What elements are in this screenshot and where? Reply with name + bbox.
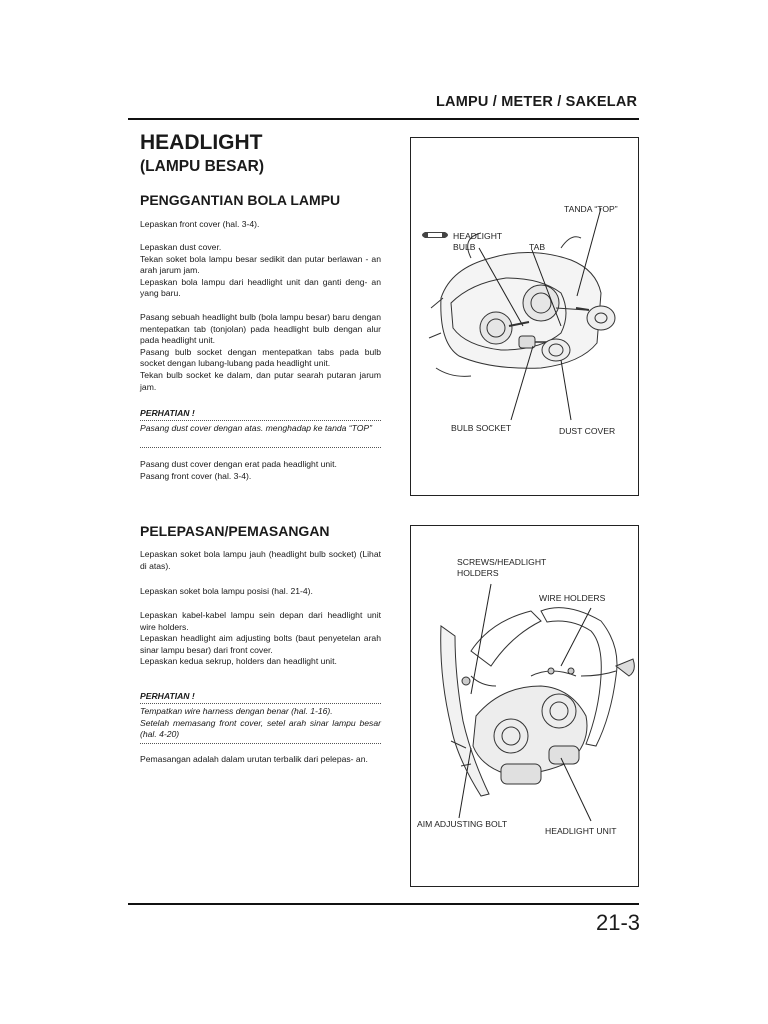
paragraph: Pasang sebuah headlight bulb (bola lampu besar) baru dengan mentepatkan tab (tonjolan) pada headlight bulb dengan alur pada headlight unit.: [140, 312, 381, 346]
paragraph: Lepaskan bola lampu dari headlight unit dan ganti deng- an yang baru.: [140, 276, 381, 299]
note-divider: [140, 703, 381, 704]
headlight-bulb-illustration: [411, 138, 638, 495]
caution-title: PERHATIAN !: [140, 408, 195, 418]
text-block-7: [140, 610, 381, 668]
callout-aim-adjusting-bolt: AIM ADJUSTING BOLT: [417, 819, 508, 829]
paragraph: Tekan soket bola lampu besar sedikit dan putar berlawan - an arah jarum jam.: [140, 253, 381, 276]
paragraph: Lepaskan front cover (hal. 3-4).: [140, 219, 260, 229]
callout-dust-cover: DUST COVER: [559, 426, 616, 436]
paragraph: Lepaskan headlight aim adjusting bolts (baut penyetelan arah sinar lampu besar) dari front cover.: [140, 633, 381, 655]
paragraph: Lepaskan kedua sekrup, holders dan headlight unit.: [140, 656, 337, 667]
callout-screws-holders: [457, 557, 546, 579]
callout-bulb-socket: BULB SOCKET: [451, 423, 512, 433]
page-subtitle: (LAMPU BESAR): [140, 158, 264, 175]
paragraph: Lepaskan kabel-kabel lampu sein depan dari headlight unit wire holders.: [140, 610, 381, 632]
section-heading-removal: PELEPASAN/PEMASANGAN: [140, 523, 330, 539]
callout-wire-holders: WIRE HOLDERS: [539, 593, 606, 603]
footer-rule: [128, 903, 639, 905]
paragraph: Pasang dust cover dengan erat pada headlight unit.: [140, 459, 337, 469]
section-heading-bulb-replacement: PENGGANTIAN BOLA LAMPU: [140, 192, 341, 208]
paragraph: Lepaskan soket bola lampu jauh (headlight bulb socket) (Lihat di atas).: [140, 549, 381, 571]
text-block-1: [140, 219, 381, 231]
figure-bulb-replacement: [410, 137, 639, 496]
note-divider: [140, 420, 381, 421]
paragraph: Lepaskan soket bola lampu posisi (hal. 21-4).: [140, 586, 313, 596]
paragraph: Pasang bulb socket dengan mentepatkan tabs pada bulb socket dengan lubang-lubang pada headlight unit.: [140, 346, 381, 369]
caution-text: [140, 706, 381, 741]
tool-reference-icon: [422, 232, 448, 238]
text-block-5: [140, 549, 381, 572]
text-block-4: [140, 459, 381, 482]
paragraph: Pemasangan adalah dalam urutan terbalik dari pelepas- an.: [140, 754, 368, 764]
page-number: 21-3: [596, 910, 641, 935]
callout-line: SCREWS/HEADLIGHT: [457, 557, 547, 567]
text-block-8: [140, 754, 381, 766]
caution-title: PERHATIAN !: [140, 691, 195, 701]
caution-text: Pasang dust cover dengan atas. menghadap ke tanda “TOP”: [140, 423, 373, 433]
callout-line: BULB: [453, 242, 476, 252]
callout-tanda-top: TANDA “TOP”: [564, 204, 618, 214]
paragraph: Lepaskan dust cover.: [140, 242, 222, 252]
callout-headlight-bulb: [453, 231, 502, 253]
callout-line: HOLDERS: [457, 568, 499, 578]
note-divider: [140, 743, 381, 744]
paragraph: Pasang front cover (hal. 3-4).: [140, 470, 252, 481]
text-block-6: [140, 586, 381, 598]
paragraph: Tekan bulb socket ke dalam, dan putar searah putaran jarum jam.: [140, 369, 381, 392]
note-divider: [140, 447, 381, 448]
callout-line: HEADLIGHT: [453, 231, 503, 241]
caution-line: Setelah memasang front cover, setel arah sinar lampu besar (hal. 4-20): [140, 717, 381, 740]
page-title: HEADLIGHT: [140, 131, 263, 154]
section-title: LAMPU / METER / SAKELAR: [436, 94, 638, 110]
callout-tab: TAB: [529, 242, 546, 252]
caution-line: Tempatkan wire harness dengan benar (hal. 1-16).: [140, 706, 333, 716]
figure-removal: [410, 525, 639, 887]
header-rule: [128, 118, 639, 120]
callout-headlight-unit: HEADLIGHT UNIT: [545, 826, 617, 836]
text-block-2: [140, 242, 381, 300]
text-block-3: [140, 312, 381, 393]
